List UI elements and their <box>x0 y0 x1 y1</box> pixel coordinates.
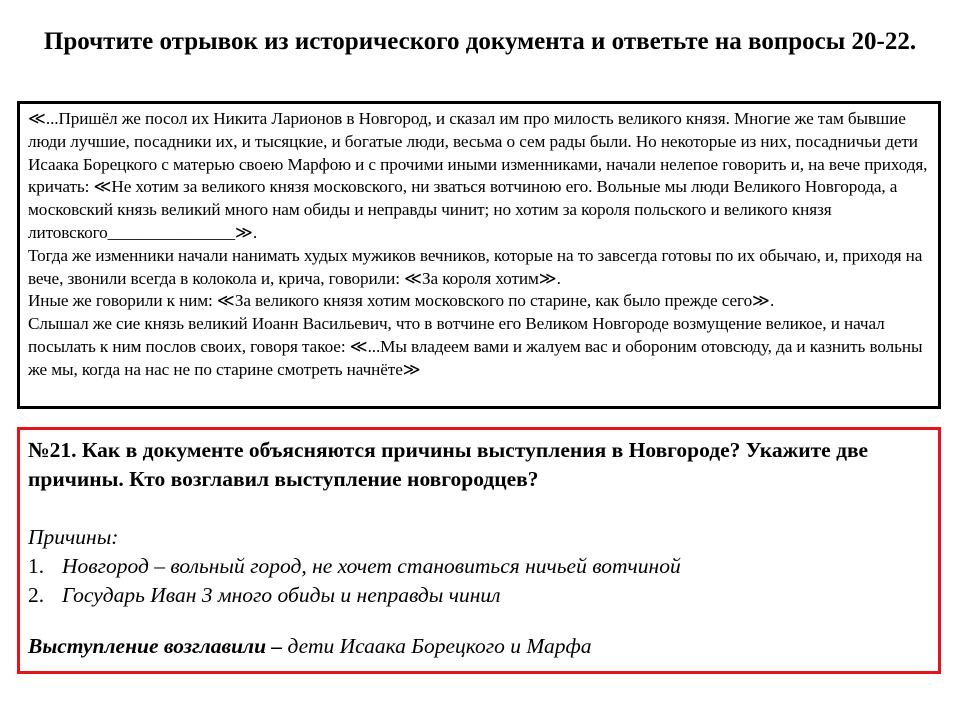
causes-list <box>28 552 930 610</box>
cause-item <box>28 552 930 581</box>
excerpt-paragraph: Слышал же сие князь великий Иоанн Васильевич, что в вотчине его Великом Новгороде возмущение великое, и начал посылать к ним послов своих, говоря такое: ≪...Мы владеем вами и жалуем вас и обороним отовсюду, да и казнить вольны же мы, когда на нас не по старине смотреть начнёте≫ <box>28 314 923 379</box>
leader-text: дети Исаака Борецкого и Марфа <box>282 634 592 658</box>
cause-text: Государь Иван 3 много обиды и неправды чинил <box>62 583 501 607</box>
causes-heading: Причины: <box>28 525 119 549</box>
cause-text: Новгород – вольный город, не хочет становиться ничьей вотчиной <box>62 554 681 578</box>
excerpt-paragraph: Иные же говорили к ним: ≪За великого князя хотим московского по старине, как было прежде сего≫. <box>28 291 775 311</box>
question-text: №21. Как в документе объясняются причины выступления в Новгороде? Укажите две причины. Кто возглавил выступление новгородцев? <box>28 438 869 491</box>
slide-title: Прочтите отрывок из исторического документа и ответьте на вопросы 20-22. <box>43 28 917 55</box>
excerpt-paragraph: Тогда же изменники начали нанимать худых мужиков вечников, которые на то завсегда готовы по их обычаю, и, приходя на вече, звонили всегда в колокола и, крича, говорили: ≪За короля хотим≫. <box>28 245 923 288</box>
question-answer-box <box>17 427 941 674</box>
excerpt-paragraph: ≪...Пришёл же посол их Никита Ларионов в Новгород, и сказал им про милость великого князя. Многие же там бывшие люди лучшие, посадники их, и тысяцкие, и богатые люди, весьма о сем рады были. Но некоторые из них, посадничьи дети Исаака Борецкого с матерью своею Марфою и с прочими иными изменниками, начали нелепое говорить и, на вече приходя, кричать: ≪Не хотим за великого князя московского, ни зваться вотчиною его. Вольные мы люди Великого Новгорода, а московский князь великий много нам обиды и неправды чинит; но хотим за короля польского и великого князя литовского_______________≫. <box>28 109 928 242</box>
document-excerpt-box <box>17 101 941 409</box>
cause-number: 2. <box>28 583 45 607</box>
cause-number: 1. <box>28 554 45 578</box>
cause-item <box>28 581 930 610</box>
leader-answer <box>28 632 930 661</box>
leader-label: Выступление возглавили – <box>28 634 283 658</box>
